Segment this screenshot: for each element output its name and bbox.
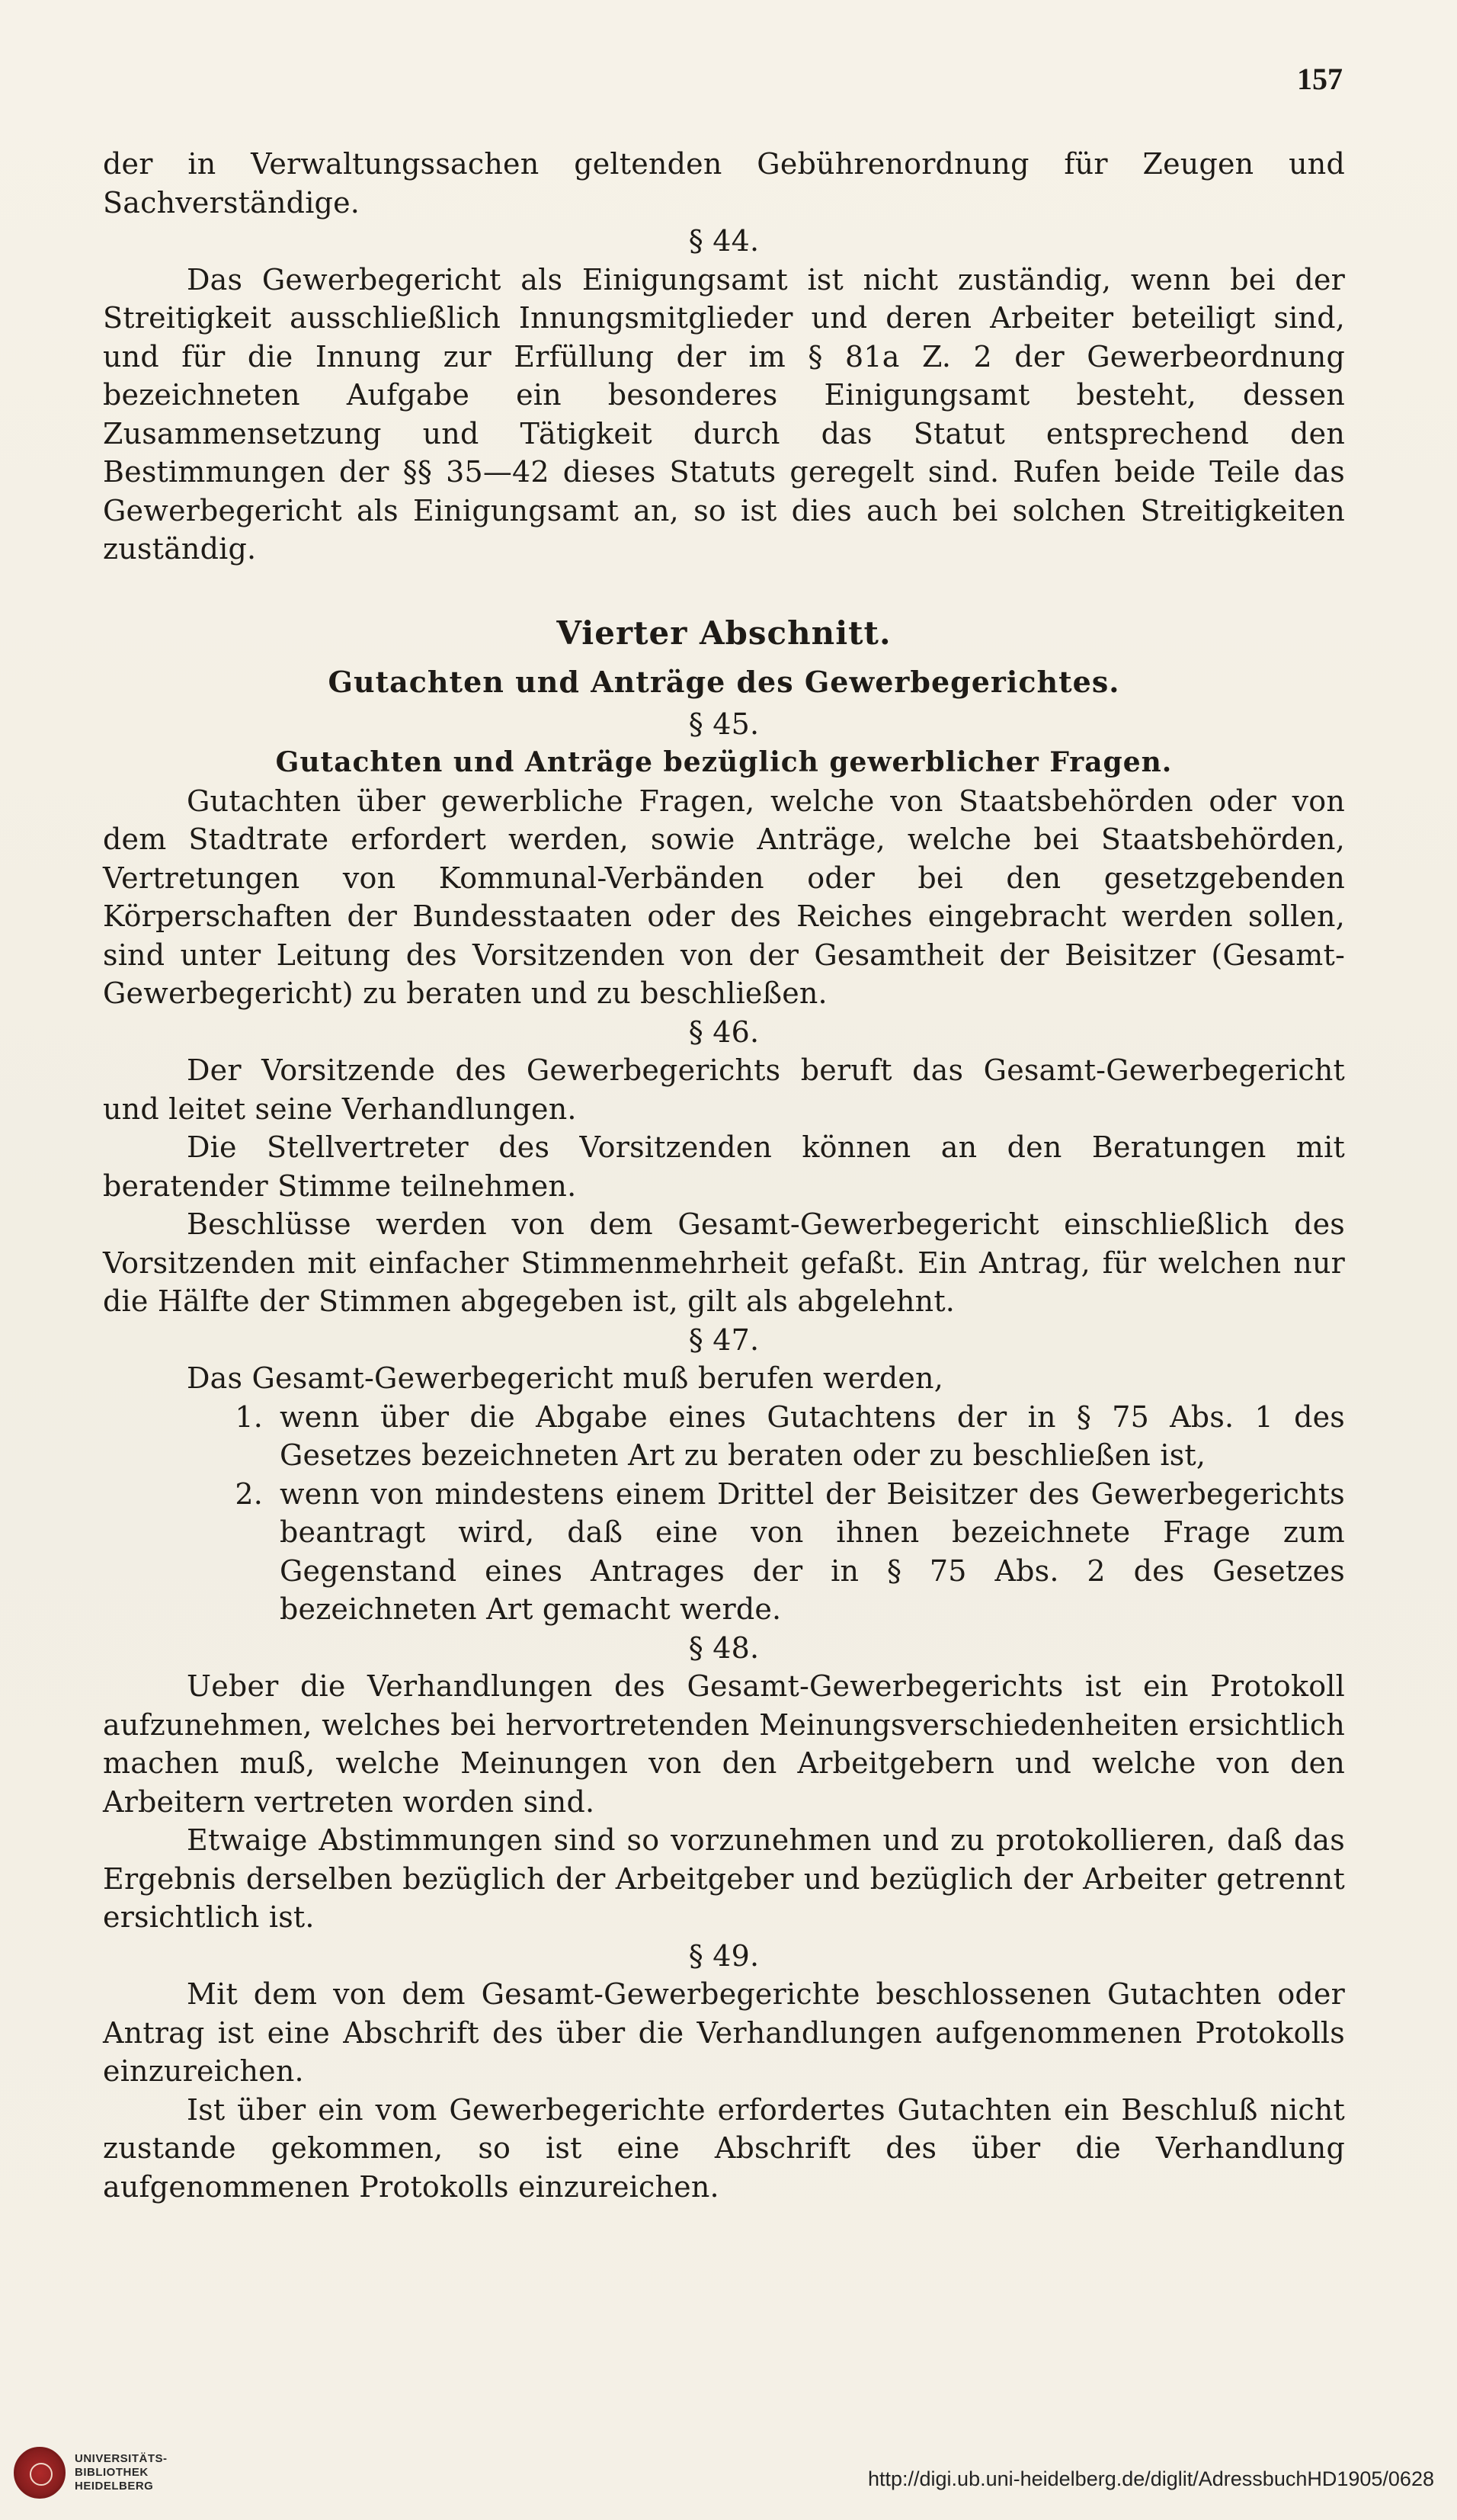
section-48-paragraph-1: Ueber die Verhandlungen des Gesamt-Gewerbegerichts ist ein Protokoll aufzunehmen, welches bei hervortretenden Meinungsverschiedenheiten ersichtlich machen muß, welche Meinungen von den Arbeitgebern und welche von den Arbeitern vertreten worden sind. xyxy=(103,1669,1345,1819)
section-46-paragraph-3: Beschlüsse werden von dem Gesamt-Gewerbegericht einschließlich des Vorsitzenden mit einfacher Stimmenmehrheit gefaßt. Ein Antrag, für welchen nur die Hälfte der Stimmen abgegeben ist, gilt als abgelehnt. xyxy=(103,1207,1345,1318)
list-item xyxy=(103,1398,1345,1475)
section-49-paragraph-1: Mit dem von dem Gesamt-Gewerbegerichte beschlossenen Gutachten oder Antrag ist eine Abschrift des über die Verhandlungen aufgenommenen Protokolls einzureichen. xyxy=(103,1977,1345,2088)
section-44-text: Das Gewerbegericht als Einigungsamt ist nicht zuständig, wenn bei der Streitigkeit ausschließlich Innungsmitglieder und deren Arbeiter beteiligt sind, und für die Innung zur Erfüllung der im § 81a Z. 2 der Gewerbeordnung bezeichneten Aufgabe ein besonderes Einigungsamt besteht, dessen Zusammensetzung und Tätigkeit durch das Statut entsprechend den Bestimmungen der §§ 35—42 dieses Statuts geregelt sind. Rufen beide Teile das Gewerbegericht als Einigungsamt an, so ist dies auch bei solchen Streitigkeiten zuständig. xyxy=(103,262,1345,566)
section-45-heading: Gutachten und Anträge bezüglich gewerblicher Fragen. xyxy=(275,746,1173,778)
section-47-intro: Das Gesamt-Gewerbegericht muß berufen werden, xyxy=(187,1361,943,1395)
carryover-paragraph: der in Verwaltungssachen geltenden Gebührenordnung für Zeugen und Sachverständige. xyxy=(103,147,1345,220)
section-47-mark: § 47. xyxy=(688,1323,760,1357)
section-46-paragraph-2: Die Stellvertreter des Vorsitzenden können an den Beratungen mit beratender Stimme teilnehmen. xyxy=(103,1130,1345,1203)
page-content xyxy=(103,145,1345,2206)
section-45-mark: § 45. xyxy=(688,707,760,741)
list-item-text: wenn von mindestens einem Drittel der Beisitzer des Gewerbegerichts beantragt wird, daß eine von ihnen bezeichnete Frage zum Gegenstand eines Antrages der in § 75 Abs. 2 des Gesetzes bezeichneten Art gemacht werde. xyxy=(280,1476,1345,1626)
university-seal-icon xyxy=(14,2447,66,2499)
page-number: 157 xyxy=(1297,62,1343,96)
library-logo xyxy=(14,2447,168,2499)
section-44-mark: § 44. xyxy=(688,224,760,258)
library-name-line-2: BIBLIOTHEK xyxy=(75,2466,149,2479)
list-item-number: 1. xyxy=(235,1399,263,1434)
source-url-link[interactable]: http://digi.ub.uni-heidelberg.de/diglit/AdressbuchHD1905/0628 xyxy=(867,2467,1434,2490)
library-name xyxy=(75,2452,168,2493)
section-45-text: Gutachten über gewerbliche Fragen, welche von Staatsbehörden oder von dem Stadtrate erfordert werden, sowie Anträge, welche bei Staatsbehörden, Vertretungen von Kommunal-Verbänden oder bei den gesetzgebenden Körperschaften der Bundesstaaten oder des Reiches eingebracht werden sollen, sind unter Leitung des Vorsitzenden von der Gesamtheit der Beisitzer (Gesamt-Gewerbegericht) zu beraten und zu beschließen. xyxy=(103,784,1345,1010)
library-name-line-1: UNIVERSITÄTS- xyxy=(75,2452,168,2465)
abschnitt-subtitle: Gutachten und Anträge des Gewerbegerichtes. xyxy=(328,665,1120,699)
abschnitt-title: Vierter Abschnitt. xyxy=(556,614,892,652)
footer-bar xyxy=(0,2436,1457,2520)
section-46-mark: § 46. xyxy=(688,1015,760,1049)
section-48-mark: § 48. xyxy=(688,1630,760,1665)
library-name-line-3: HEIDELBERG xyxy=(75,2480,154,2493)
section-48-paragraph-2: Etwaige Abstimmungen sind so vorzunehmen und zu protokollieren, daß das Ergebnis derselben bezüglich der Arbeitgeber und bezüglich der Arbeiter getrennt ersichtlich ist. xyxy=(103,1823,1345,1934)
section-49-paragraph-2: Ist über ein vom Gewerbegerichte erfordertes Gutachten ein Beschluß nicht zustande gekommen, so ist eine Abschrift des über die Verhandlung aufgenommenen Protokolls einzureichen. xyxy=(103,2092,1345,2204)
section-49-mark: § 49. xyxy=(688,1938,760,1973)
list-item-number: 2. xyxy=(235,1476,263,1511)
section-46-paragraph-1: Der Vorsitzende des Gewerbegerichts beruft das Gesamt-Gewerbegericht und leitet seine Verhandlungen. xyxy=(103,1053,1345,1126)
section-47-list xyxy=(103,1398,1345,1629)
list-item xyxy=(103,1475,1345,1629)
list-item-text: wenn über die Abgabe eines Gutachtens der in § 75 Abs. 1 des Gesetzes bezeichneten Art zu beraten oder zu beschließen ist, xyxy=(280,1399,1345,1472)
